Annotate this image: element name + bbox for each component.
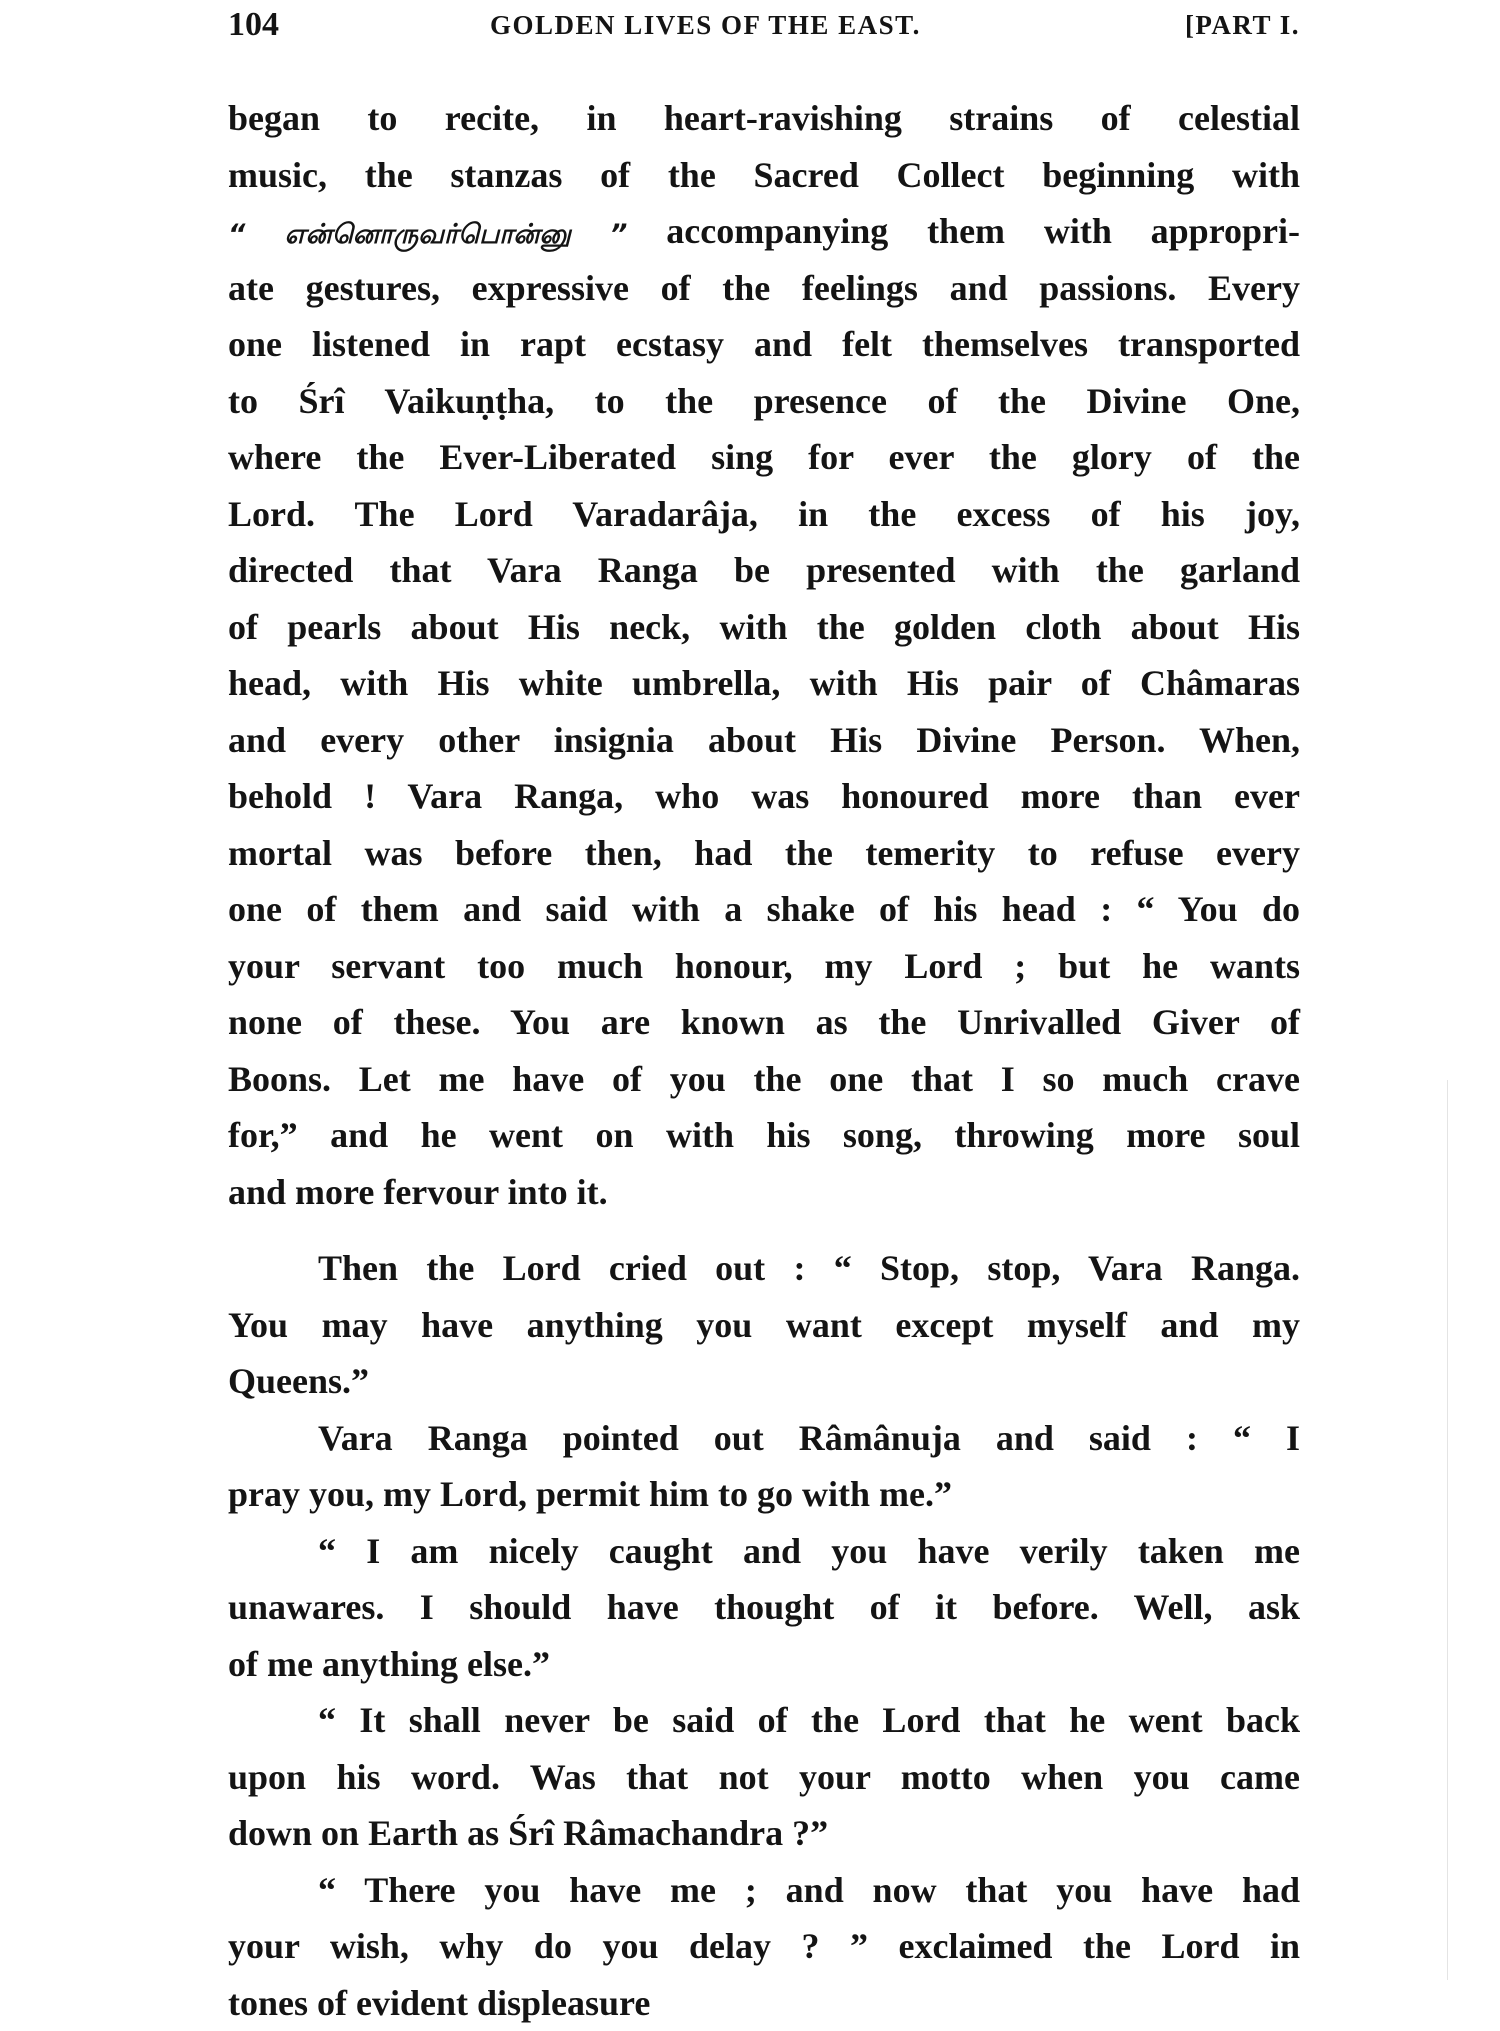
text-line: and every other insignia about His Divine Person. When, — [228, 712, 1300, 769]
text-line: “ It shall never be said of the Lord that he went back — [228, 1692, 1300, 1749]
text-line: “ There you have me ; and now that you have had — [228, 1862, 1300, 1919]
text-line: pray you, my Lord, permit him to go with me.” — [228, 1466, 1300, 1523]
text-line: for,” and he went on with his song, throwing more soul — [228, 1107, 1300, 1164]
text-line: Vara Ranga pointed out Râmânuja and said : “ I — [228, 1410, 1300, 1467]
text-line: began to recite, in heart-ravishing strains of celestial — [228, 90, 1300, 147]
text-line: one of them and said with a shake of his head : “ You do — [228, 881, 1300, 938]
paragraph-gap — [228, 1220, 1300, 1240]
paragraph — [228, 90, 1300, 1220]
text-line: Then the Lord cried out : “ Stop, stop, Vara Ranga. — [228, 1240, 1300, 1297]
text-line: Lord. The Lord Varadarâja, in the excess of his joy, — [228, 486, 1300, 543]
text-line: head, with His white umbrella, with His pair of Châmaras — [228, 655, 1300, 712]
text-line: ate gestures, expressive of the feelings and passions. Every — [228, 260, 1300, 317]
text-line: none of these. You are known as the Unrivalled Giver of — [228, 994, 1300, 1051]
text-line: your servant too much honour, my Lord ; but he wants — [228, 938, 1300, 995]
paragraph — [228, 1862, 1300, 2031]
text-line: unawares. I should have thought of it before. Well, ask — [228, 1579, 1300, 1636]
text-line: where the Ever-Liberated sing for ever the glory of the — [228, 429, 1300, 486]
text-line: “ I am nicely caught and you have verily taken me — [228, 1523, 1300, 1580]
text-line: mortal was before then, had the temerity to refuse every — [228, 825, 1300, 882]
paragraph — [228, 1523, 1300, 1693]
text-line: and more fervour into it. — [228, 1164, 1300, 1221]
running-head — [228, 6, 1300, 56]
text-line: one listened in rapt ecstasy and felt themselves transported — [228, 316, 1300, 373]
body-text — [228, 90, 1300, 2031]
book-title: GOLDEN LIVES OF THE EAST. — [490, 10, 921, 41]
paragraph — [228, 1240, 1300, 1410]
text-line: to Śrî Vaikuṇṭha, to the presence of the Divine One, — [228, 373, 1300, 430]
text-fragment: accompanying them with appropri- — [666, 211, 1300, 251]
part-label: [PART I. — [1185, 10, 1300, 41]
text-line: upon his word. Was that not your motto when you came — [228, 1749, 1300, 1806]
paragraph — [228, 1692, 1300, 1862]
text-line: Queens.” — [228, 1353, 1300, 1410]
text-line: of pearls about His neck, with the golden cloth about His — [228, 599, 1300, 656]
text-line: music, the stanzas of the Sacred Collect beginning with — [228, 147, 1300, 204]
tamil-quote: “ என்னொருவர்பொன்னு ” — [228, 219, 627, 250]
scan-edge-shadow — [1447, 1080, 1448, 1980]
text-line-with-tamil — [228, 203, 1300, 260]
text-line: tones of evident displeasure — [228, 1975, 1300, 2031]
text-line: your wish, why do you delay ? ” exclaimed the Lord in — [228, 1918, 1300, 1975]
text-line: You may have anything you want except myself and my — [228, 1297, 1300, 1354]
text-line: directed that Vara Ranga be presented with the garland — [228, 542, 1300, 599]
text-line: of me anything else.” — [228, 1636, 1300, 1693]
page-number: 104 — [228, 6, 279, 44]
paragraph — [228, 1410, 1300, 1523]
text-line: Boons. Let me have of you the one that I so much crave — [228, 1051, 1300, 1108]
text-line: down on Earth as Śrî Râmachandra ?” — [228, 1805, 1300, 1862]
text-line: behold ! Vara Ranga, who was honoured more than ever — [228, 768, 1300, 825]
